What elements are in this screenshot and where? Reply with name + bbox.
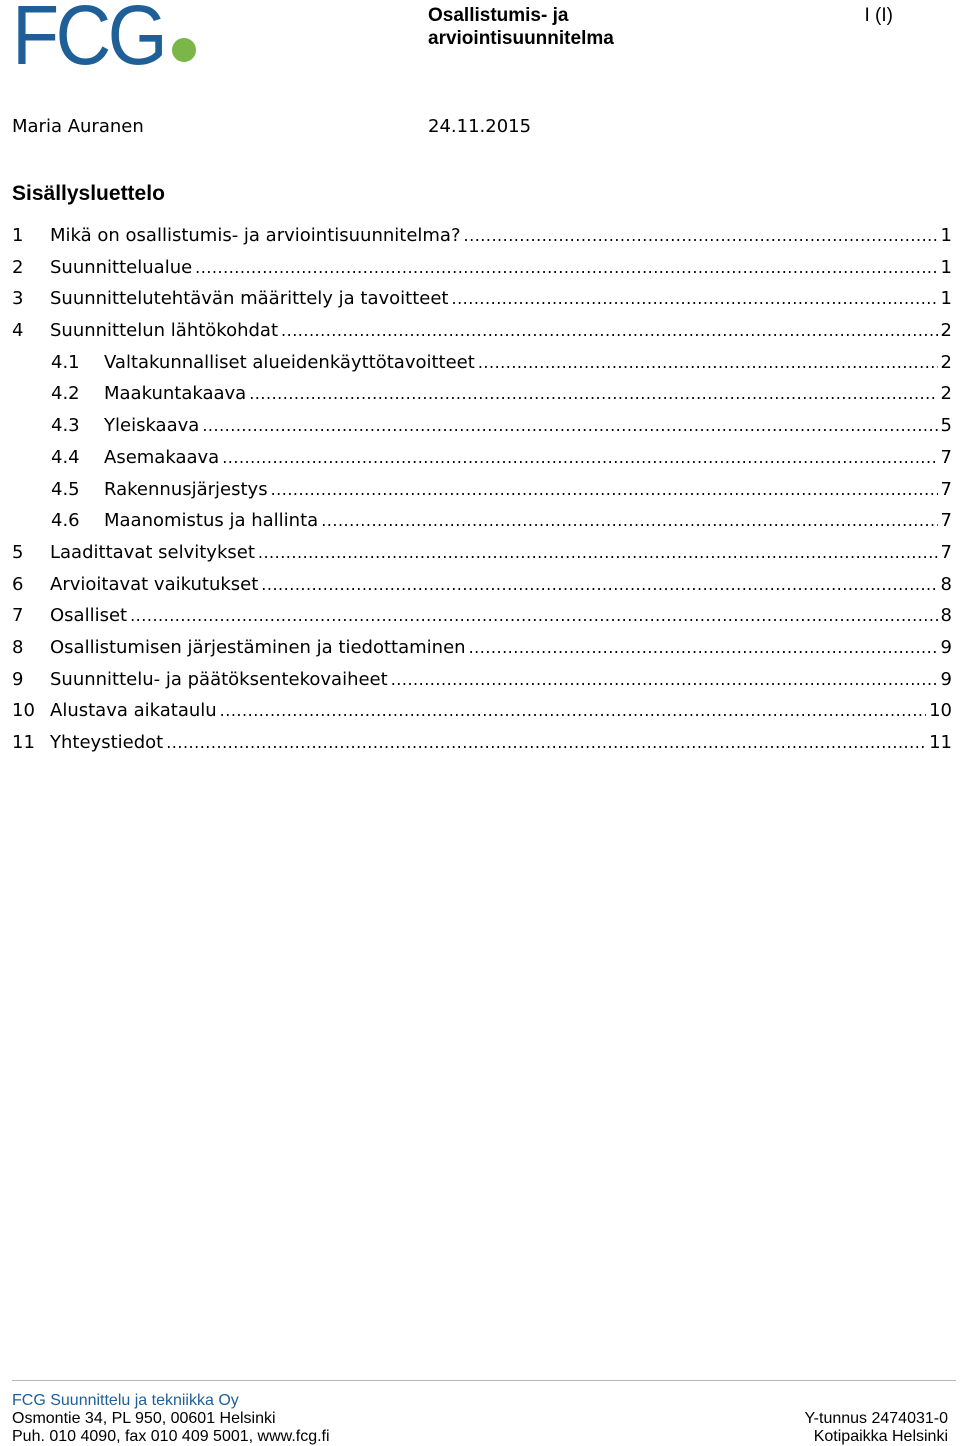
document-title	[428, 4, 614, 50]
footer-line-1	[12, 1410, 948, 1428]
toc-entry-title: Osalliset	[50, 605, 128, 627]
footer-business-id: Y-tunnus 2474031-0	[804, 1410, 948, 1427]
toc-dot-leader	[261, 573, 937, 597]
toc-dot-leader	[478, 351, 938, 375]
toc-entry[interactable]	[12, 668, 952, 700]
toc-entry[interactable]	[12, 478, 952, 510]
toc-entry-number: 4.3	[51, 415, 80, 437]
toc-dot-leader	[464, 224, 938, 248]
toc-entry-title: Valtakunnalliset alueidenkäyttötavoitteet	[104, 351, 475, 373]
toc-entry-title: Maakuntakaava	[104, 383, 247, 405]
toc-entry-number: 6	[12, 573, 24, 595]
document-date: 24.11.2015	[428, 116, 532, 137]
toc-entry-number: 8	[12, 636, 24, 658]
toc-dot-leader	[249, 382, 937, 406]
toc-entry-page: 2	[940, 351, 952, 373]
toc-entry-title: Osallistumisen järjestäminen ja tiedottaminen	[50, 636, 466, 658]
toc-dot-leader	[452, 287, 938, 311]
toc-entry-page: 5	[940, 415, 952, 437]
toc-entry-page: 7	[940, 510, 952, 532]
toc-dot-leader	[391, 668, 938, 692]
toc-entry-title: Mikä on osallistumis- ja arviointisuunnitelma?	[50, 225, 461, 246]
toc-entry-title: Suunnittelutehtävän määrittely ja tavoitteet	[50, 288, 449, 310]
toc-entry[interactable]	[12, 604, 952, 636]
toc-entry[interactable]	[12, 541, 952, 573]
footer-address: Osmontie 34, PL 950, 00601 Helsinki	[12, 1410, 276, 1427]
toc-entry-title: Suunnittelualue	[50, 256, 193, 278]
toc-dot-leader	[202, 414, 937, 438]
toc-entry-page: 8	[940, 573, 952, 595]
toc-entry-page: 2	[940, 383, 952, 405]
toc-dot-leader	[220, 699, 926, 723]
toc-entry-number: 4.6	[51, 510, 80, 532]
page-footer	[12, 1392, 948, 1446]
footer-line-2	[12, 1428, 948, 1446]
document-title-line1: Osallistumis- ja	[428, 5, 569, 26]
toc-entry[interactable]	[12, 287, 952, 319]
footer-company: FCG Suunnittelu ja tekniikka Oy	[12, 1392, 239, 1409]
toc-entry-page: 10	[929, 700, 952, 722]
page-mark: I (I)	[864, 5, 893, 26]
toc-entry-title: Suunnittelu- ja päätöksentekovaiheet	[50, 668, 388, 690]
toc-dot-leader	[281, 319, 938, 343]
toc-dot-leader	[130, 604, 937, 628]
table-of-contents	[12, 224, 952, 763]
toc-entry-title: Alustava aikataulu	[50, 700, 217, 722]
toc-entry-page: 7	[940, 541, 952, 563]
footer-divider	[12, 1380, 956, 1381]
toc-dot-leader	[166, 731, 926, 755]
toc-entry-number: 2	[12, 256, 24, 278]
toc-entry-number: 4.5	[51, 478, 80, 500]
toc-heading: Sisällysluettelo	[12, 182, 165, 205]
toc-entry-page: 11	[929, 732, 952, 753]
toc-entry-page: 9	[940, 668, 952, 690]
toc-entry-number: 7	[12, 605, 24, 627]
toc-dot-leader	[195, 256, 937, 280]
toc-entry-title: Maanomistus ja hallinta	[104, 510, 319, 532]
toc-dot-leader	[258, 541, 938, 565]
toc-entry-number: 4.1	[51, 351, 80, 373]
toc-entry[interactable]	[12, 224, 952, 256]
toc-entry-number: 4	[12, 320, 24, 342]
toc-entry-title: Rakennusjärjestys	[104, 478, 268, 500]
toc-entry-number: 11	[12, 732, 35, 753]
toc-entry-page: 9	[940, 636, 952, 658]
toc-entry-page: 2	[940, 320, 952, 342]
logo-dot-icon	[172, 38, 196, 62]
toc-entry[interactable]	[12, 414, 952, 446]
toc-entry[interactable]	[12, 446, 952, 478]
footer-phone: Puh. 010 4090, fax 010 409 5001, www.fcg.fi	[12, 1428, 330, 1445]
toc-entry-title: Laadittavat selvitykset	[50, 541, 255, 563]
toc-entry[interactable]	[12, 573, 952, 605]
toc-dot-leader	[469, 636, 938, 660]
toc-entry-page: 1	[940, 256, 952, 278]
toc-entry-number: 10	[12, 700, 35, 722]
toc-entry[interactable]	[12, 256, 952, 288]
logo-wordmark: FCG	[12, 3, 164, 67]
toc-entry-number: 5	[12, 541, 24, 563]
toc-entry-page: 1	[940, 225, 952, 246]
footer-domicile: Kotipaikka Helsinki	[813, 1428, 948, 1445]
toc-dot-leader	[271, 478, 938, 502]
toc-dot-leader	[222, 446, 937, 470]
toc-entry-number: 1	[12, 225, 24, 246]
toc-entry-page: 8	[940, 605, 952, 627]
toc-entry[interactable]	[12, 509, 952, 541]
toc-entry-page: 7	[940, 446, 952, 468]
toc-entry-number: 4.2	[51, 383, 80, 405]
fcg-logo	[12, 3, 202, 67]
toc-entry-number: 9	[12, 668, 24, 690]
toc-entry[interactable]	[12, 382, 952, 414]
toc-entry-page: 1	[940, 288, 952, 310]
toc-entry-number: 4.4	[51, 446, 80, 468]
toc-entry-title: Arvioitavat vaikutukset	[50, 573, 259, 595]
author-name: Maria Auranen	[12, 116, 144, 137]
toc-entry[interactable]	[12, 699, 952, 731]
toc-entry-page: 7	[940, 478, 952, 500]
toc-entry-title: Yleiskaava	[104, 415, 200, 437]
toc-entry-title: Asemakaava	[104, 446, 220, 468]
toc-entry[interactable]	[12, 319, 952, 351]
toc-dot-leader	[321, 509, 937, 533]
toc-entry-title: Suunnittelun lähtökohdat	[50, 320, 279, 342]
toc-entry[interactable]	[12, 731, 952, 763]
toc-entry[interactable]	[12, 636, 952, 668]
toc-entry-title: Yhteystiedot	[50, 732, 164, 753]
toc-entry[interactable]	[12, 351, 952, 383]
toc-entry-number: 3	[12, 288, 24, 310]
document-title-line2: arviointisuunnitelma	[428, 28, 614, 49]
